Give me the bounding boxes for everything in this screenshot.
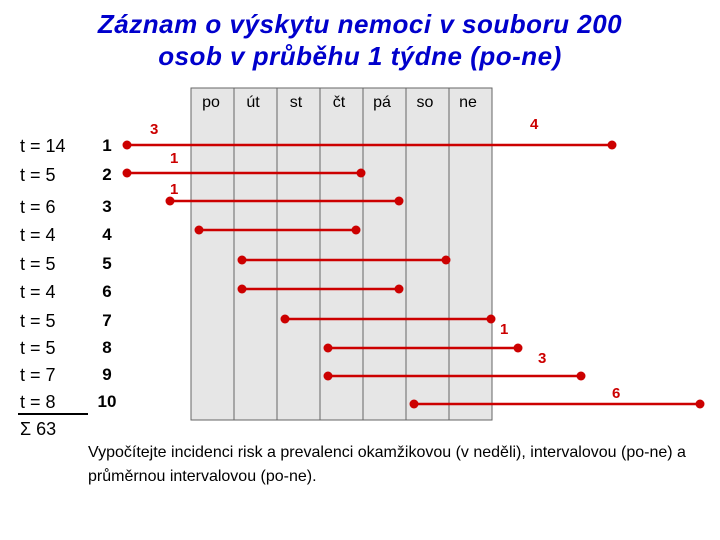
row-duration-5: t = 5	[20, 254, 56, 274]
interval-3-end-dot	[395, 197, 404, 206]
interval-5-end-dot	[442, 256, 451, 265]
row-number-9: 9	[102, 365, 112, 384]
day-column-2	[234, 88, 277, 420]
day-header-pa: pá	[373, 94, 391, 111]
interval-10-start-dot	[410, 400, 419, 409]
interval-6-start-dot	[238, 285, 247, 294]
day-header-st: st	[289, 94, 303, 111]
row-number-10: 10	[97, 392, 117, 411]
day-column-3	[277, 88, 320, 420]
day-header-ut: út	[246, 94, 260, 111]
interval-9-start-dot	[324, 372, 333, 381]
row-number-2: 2	[102, 165, 112, 184]
day-column-1	[191, 88, 234, 420]
row-duration-1: t = 14	[20, 136, 66, 156]
interval-8-end-dot	[514, 344, 523, 353]
interval-4-end-dot	[352, 226, 361, 235]
interval-8-start-dot	[324, 344, 333, 353]
interval-9-end-dot	[577, 372, 586, 381]
day-column-4	[320, 88, 363, 420]
note-cases-end: 4	[530, 116, 539, 133]
row-duration-4: t = 4	[20, 225, 56, 245]
interval-10-end-dot	[696, 400, 705, 409]
row-duration-7: t = 5	[20, 311, 56, 331]
row-number-5: 5	[102, 254, 112, 273]
interval-7-start-dot	[281, 315, 290, 324]
day-column-6	[406, 88, 449, 420]
day-header-ct: čt	[332, 94, 346, 111]
row-duration-6: t = 4	[20, 282, 56, 302]
day-header-so: so	[416, 94, 434, 111]
task-text: Vypočítejte incidenci risk a prevalenci okamžikovou (v neděli), intervalovou (po-ne) a průměrnou intervalovou (po-ne).	[88, 444, 686, 485]
note-row2: 1	[170, 150, 179, 167]
row-duration-9: t = 7	[20, 365, 56, 385]
row-number-1: 1	[102, 136, 112, 155]
day-column-5	[363, 88, 406, 420]
row-number-4: 4	[102, 225, 112, 244]
day-column-7	[449, 88, 492, 420]
day-header-ne: ne	[459, 94, 477, 111]
note-row8: 3	[538, 350, 547, 367]
day-header-po: po	[202, 94, 220, 111]
row-duration-8: t = 5	[20, 338, 56, 358]
interval-1-end-dot	[608, 141, 617, 150]
note-row3: 1	[170, 181, 179, 198]
interval-7-end-dot	[487, 315, 496, 324]
note-row7: 1	[500, 321, 509, 338]
row-number-7: 7	[102, 311, 112, 330]
sum-label: Σ 63	[20, 419, 57, 439]
interval-6-end-dot	[395, 285, 404, 294]
interval-5-start-dot	[238, 256, 247, 265]
note-new-cases-start: 3	[150, 121, 159, 138]
row-number-3: 3	[102, 197, 112, 216]
row-duration-3: t = 6	[20, 197, 56, 217]
row-duration-10: t = 8	[20, 392, 56, 412]
title-line-2: osob v průběhu 1 týdne (po-ne)	[158, 41, 562, 71]
row-duration-2: t = 5	[20, 165, 56, 185]
interval-2-end-dot	[357, 169, 366, 178]
title-line-1: Záznam o výskytu nemoci v souboru 200	[97, 9, 623, 39]
row-number-6: 6	[102, 282, 112, 301]
row-number-8: 8	[102, 338, 112, 357]
note-row10: 6	[612, 385, 621, 402]
interval-4-start-dot	[195, 226, 204, 235]
